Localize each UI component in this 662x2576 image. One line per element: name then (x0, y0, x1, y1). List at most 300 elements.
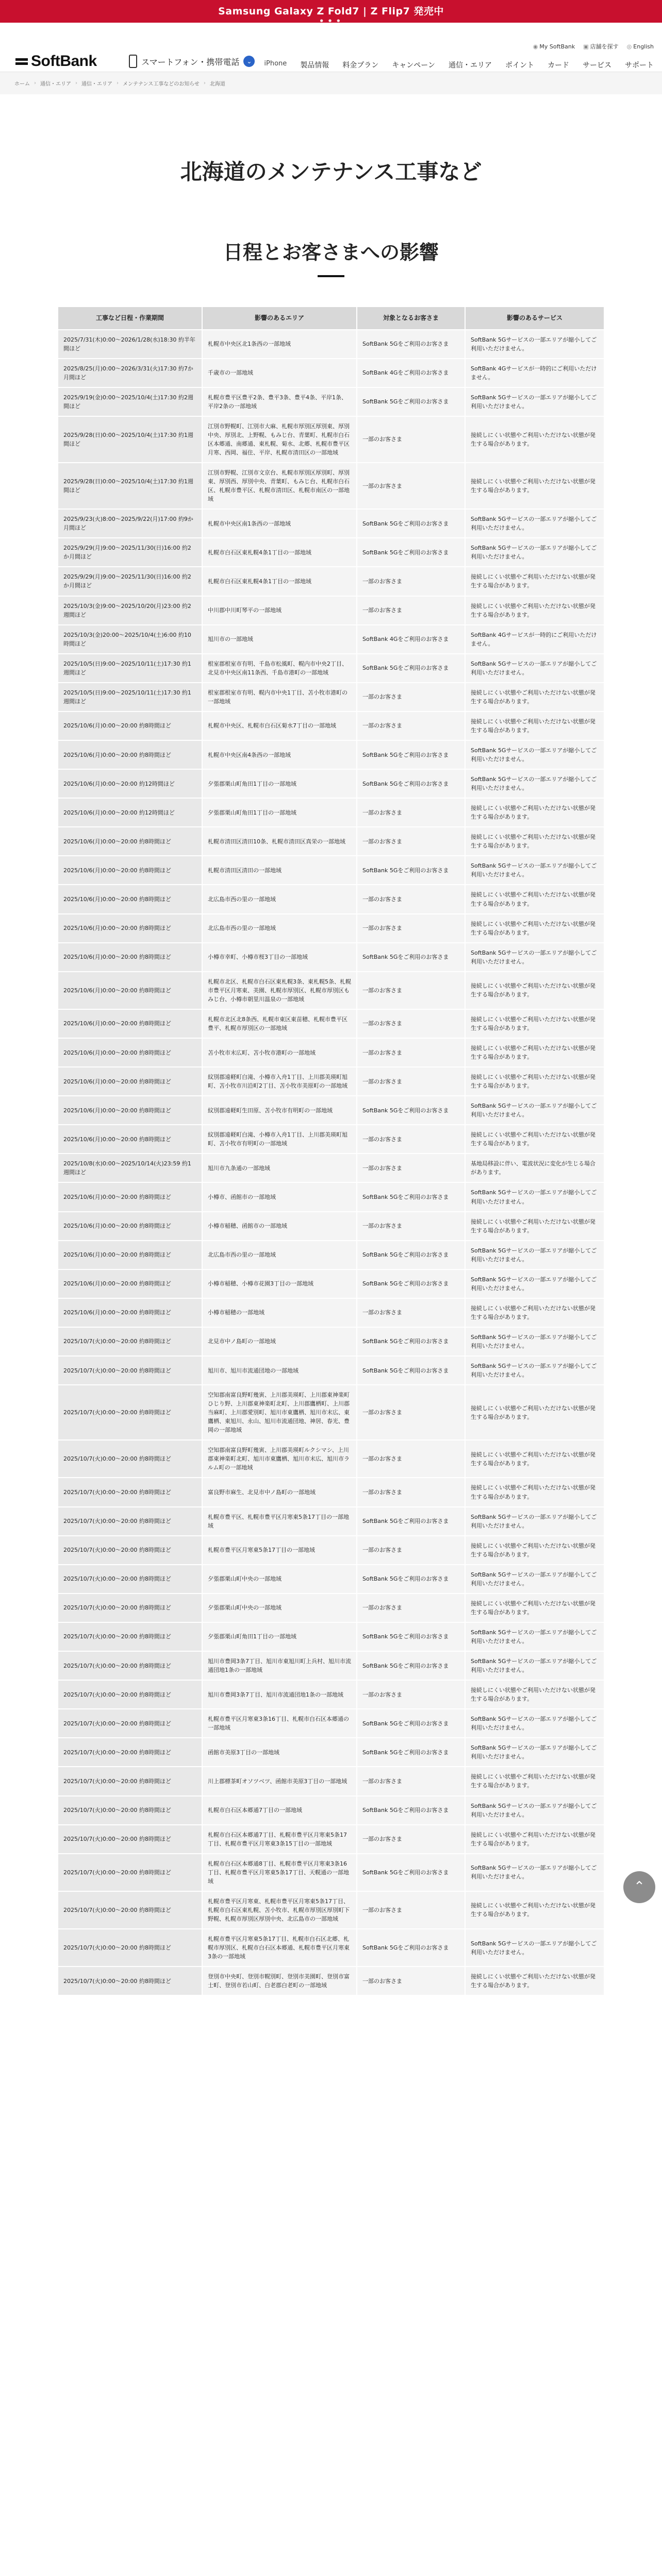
header-area: 影響のあるエリア (202, 307, 357, 330)
cell-area: 札幌市中央区南4条西の一部地域 (202, 740, 357, 769)
user-icon: ◉ (533, 43, 538, 50)
table-row (58, 1929, 604, 1967)
cell-schedule: 2025/10/7(火)0:00～20:00 約8時間ほど (58, 1929, 202, 1967)
cell-schedule: 2025/10/6(月)0:00～20:00 約8時間ほど (58, 827, 202, 856)
table-row (58, 359, 604, 387)
table-row (58, 1356, 604, 1385)
cell-area: 札幌市白石区東札幌4条1丁目の一部地域 (202, 567, 357, 596)
cell-area: 江別市野幌、江別市文京台、札幌市厚別区厚別町、厚別東、厚別西、厚別中央、青葉町、もみじ台、札幌市白石区、札幌市豊平区、札幌市清田区、札幌市南区の一部地域 (202, 463, 357, 509)
cell-target: 一部のお客さま (357, 1478, 465, 1506)
cell-service: SoftBank 5Gサービスの一部エリアが縮小してご利用いただけません。 (465, 1622, 604, 1651)
cell-area: 函館市美原3丁目の一部地域 (202, 1738, 357, 1767)
cell-service: SoftBank 5Gサービスの一部エリアが縮小してご利用いただけません。 (465, 856, 604, 885)
chevron-down-icon[interactable]: ⌄ (243, 56, 255, 67)
table-row (58, 1967, 604, 1995)
cell-service: 接続しにくい状態やご利用いただけない状態が発生する場合があります。 (465, 1440, 604, 1478)
carousel-dots[interactable]: ● ● ● (320, 19, 342, 23)
cell-service: SoftBank 5Gサービスの一部エリアが縮小してご利用いただけません。 (465, 1854, 604, 1891)
cell-schedule: 2025/10/6(月)0:00～20:00 約8時間ほど (58, 711, 202, 740)
table-row (58, 416, 604, 463)
cell-target: SoftBank 5Gをご利用のお客さま (357, 387, 465, 416)
cell-area: 札幌市白石区東札幌4条1丁目の一部地域 (202, 538, 357, 567)
cell-service: 接続しにくい状態やご利用いただけない状態が発生する場合があります。 (465, 1212, 604, 1241)
cell-area: 小樽市幸町、小樽市桜3丁目の一部地域 (202, 943, 357, 972)
cell-schedule: 2025/10/7(火)0:00～20:00 約8時間ほど (58, 1622, 202, 1651)
table-row (58, 885, 604, 913)
cell-area: 札幌市豊平区月寒東3条16丁目、札幌市白石区本郷通の一部地域 (202, 1709, 357, 1738)
table-row (58, 1241, 604, 1269)
header-target: 対象となるお客さま (357, 307, 465, 330)
cell-area: 札幌市豊平区月寒東5条17丁目、札幌市白石区北郷、札幌市厚別区、札幌市白石区本郷通、札幌市豊平区月寒東3条の一部地域 (202, 1929, 357, 1967)
cell-area: 中川郡中川町琴平の一部地域 (202, 596, 357, 625)
cell-target: 一部のお客さま (357, 596, 465, 625)
page-title: 北海道のメンテナンス工事など (180, 159, 482, 184)
breadcrumb-current: 北海道 (209, 81, 225, 87)
table-row (58, 1478, 604, 1506)
cell-service: 接続しにくい状態やご利用いただけない状態が発生する場合があります。 (465, 1125, 604, 1154)
cell-schedule: 2025/9/28(日)0:00～2025/10/4(土)17:30 約1週間ほど (58, 463, 202, 509)
nav-campaign[interactable]: キャンペーン (392, 61, 435, 70)
language-link[interactable]: ◎ English (626, 43, 654, 50)
cell-target: 一部のお客さま (357, 1767, 465, 1795)
cell-schedule: 2025/10/6(月)0:00～20:00 約8時間ほど (58, 914, 202, 943)
nav-area[interactable]: 通信・エリア (449, 61, 492, 70)
cell-area: 旭川市豊岡3条7丁目、旭川市東旭川町上兵村、旭川市流通団地1条の一部地域 (202, 1651, 357, 1680)
section-title: 日程とお客さまへの影響 (223, 241, 439, 264)
cell-service: 接続しにくい状態やご利用いただけない状態が発生する場合があります。 (465, 885, 604, 913)
breadcrumb-maintenance[interactable]: メンテナンス工事などのお知らせ (123, 81, 200, 87)
cell-area: 夕張郡栗山町角田1丁目の一部地域 (202, 798, 357, 827)
cell-service: SoftBank 5Gサービスの一部エリアが縮小してご利用いただけません。 (465, 538, 604, 567)
cell-target: 一部のお客さま (357, 1440, 465, 1478)
cell-service: 接続しにくい状態やご利用いただけない状態が発生する場合があります。 (465, 1067, 604, 1096)
cell-service: SoftBank 5Gサービスの一部エリアが縮小してご利用いただけません。 (465, 1356, 604, 1385)
cell-target: 一部のお客さま (357, 567, 465, 596)
global-nav (264, 60, 654, 70)
cell-target: SoftBank 5Gをご利用のお客さま (357, 654, 465, 683)
cell-service: 基地局移設に伴い、電波状況に変化が生じる場合があります。 (465, 1154, 604, 1182)
chevron-up-icon: ⌃ (634, 1879, 645, 1894)
cell-schedule: 2025/10/7(火)0:00～20:00 約8時間ほど (58, 1738, 202, 1767)
cell-area: 札幌市中央区北1条西の一部地域 (202, 330, 357, 359)
cell-area: 札幌市豊平区豊平2条、豊平3条、豊平4条、平岸1条、平岸2条の一部地域 (202, 387, 357, 416)
cell-area: 札幌市豊平区月寒東5条17丁目の一部地域 (202, 1536, 357, 1565)
cell-area: 札幌市豊平区、札幌市豊平区月寒東5条17丁目の一部地域 (202, 1507, 357, 1536)
softbank-logo[interactable] (15, 53, 97, 70)
table-row (58, 625, 604, 654)
cell-target: 一部のお客さま (357, 1154, 465, 1182)
cell-schedule: 2025/10/6(月)0:00～20:00 約8時間ほど (58, 1241, 202, 1269)
cell-target: SoftBank 5Gをご利用のお客さま (357, 1269, 465, 1298)
cell-target: 一部のお客さま (357, 827, 465, 856)
breadcrumb-separator-icon: › (75, 80, 77, 86)
cell-area: 登別市中央町、登別市幌別町、登別市美園町、登別市富士町、登別市若山町、白老郡白老町の一部地域 (202, 1967, 357, 1995)
table-row (58, 1182, 604, 1211)
cell-area: 小樽市稲穂、小樽市花園3丁目の一部地域 (202, 1269, 357, 1298)
table-row (58, 1212, 604, 1241)
table-row (58, 1096, 604, 1125)
cell-schedule: 2025/10/7(火)0:00～20:00 約8時間ほど (58, 1709, 202, 1738)
table-row (58, 1738, 604, 1767)
cell-schedule: 2025/10/6(月)0:00～20:00 約8時間ほど (58, 1182, 202, 1211)
cell-area: 江別市野幌町、江別市大麻、札幌市厚別区厚別東、厚別中央、厚別北、上野幌、もみじ台、青葉町、札幌市白石区本郷通、南郷通、東札幌、菊水、北郷、札幌市豊平区月寒、西岡、福住、平岸、札幌市清田区の一部地域 (202, 416, 357, 463)
cell-target: SoftBank 5Gをご利用のお客さま (357, 509, 465, 538)
cell-service: SoftBank 5Gサービスの一部エリアが縮小してご利用いただけません。 (465, 1241, 604, 1269)
cell-target: SoftBank 5Gをご利用のお客さま (357, 1651, 465, 1680)
cell-schedule: 2025/10/6(月)0:00～20:00 約8時間ほど (58, 943, 202, 972)
cell-area: 紋別郡遠軽町生田原、苫小牧市有明町の一部地域 (202, 1096, 357, 1125)
service-label: スマートフォン・携帯電話 (141, 57, 240, 67)
cell-schedule: 2025/10/7(火)0:00～20:00 約8時間ほど (58, 1767, 202, 1795)
cell-service: 接続しにくい状態やご利用いただけない状態が発生する場合があります。 (465, 798, 604, 827)
cell-target: 一部のお客さま (357, 1125, 465, 1154)
cell-target: SoftBank 5Gをご利用のお客さま (357, 1565, 465, 1594)
cell-area: 札幌市白石区本郷通7丁目の一部地域 (202, 1796, 357, 1825)
cell-target: 一部のお客さま (357, 1038, 465, 1067)
cell-service: SoftBank 5Gサービスの一部エリアが縮小してご利用いただけません。 (465, 387, 604, 416)
cell-service: 接続しにくい状態やご利用いただけない状態が発生する場合があります。 (465, 1680, 604, 1709)
table-row (58, 1651, 604, 1680)
cell-schedule: 2025/7/31(木)0:00～2026/1/28(水)18:30 約半年間ほど (58, 330, 202, 359)
breadcrumb-area-2[interactable]: 通信・エリア (81, 81, 112, 87)
table-row (58, 711, 604, 740)
cell-target: SoftBank 5Gをご利用のお客さま (357, 1096, 465, 1125)
cell-schedule: 2025/10/6(月)0:00～20:00 約8時間ほど (58, 1269, 202, 1298)
nav-points[interactable]: ポイント (505, 61, 534, 70)
cell-service: 接続しにくい状態やご利用いただけない状態が発生する場合があります。 (465, 711, 604, 740)
cell-area: 札幌市白石区本郷通7丁目、札幌市豊平区月寒東5条17丁目、札幌市豊平区月寒東3条15丁目の一部地域 (202, 1825, 357, 1854)
table-row (58, 654, 604, 683)
cell-schedule: 2025/10/7(火)0:00～20:00 約8時間ほど (58, 1440, 202, 1478)
cell-schedule: 2025/10/7(火)0:00～20:00 約8時間ほど (58, 1651, 202, 1680)
promo-text[interactable]: Samsung Galaxy Z Fold7 | Z Flip7 発売中 (218, 6, 444, 17)
table-row (58, 769, 604, 798)
table-body (58, 330, 604, 1996)
cell-target: 一部のお客さま (357, 711, 465, 740)
cell-area: 札幌市豊平区月寒東、札幌市豊平区月寒東5条17丁目、札幌市白石区東札幌、苫小牧市、札幌市厚別区厚別町下野幌、札幌市厚別区厚別中央、北広島市の一部地域 (202, 1891, 357, 1929)
cell-area: 北見市中ノ島町の一部地域 (202, 1327, 357, 1356)
cell-schedule: 2025/10/7(火)0:00～20:00 約8時間ほど (58, 1536, 202, 1565)
cell-area: 札幌市中央区南1条西の一部地域 (202, 509, 357, 538)
cell-area: 旭川市豊岡3条7丁目、旭川市流通団地1条の一部地域 (202, 1680, 357, 1709)
breadcrumb (0, 72, 662, 94)
cell-area: 北広島市西の里の一部地域 (202, 1241, 357, 1269)
cell-schedule: 2025/10/6(月)0:00～20:00 約8時間ほど (58, 1212, 202, 1241)
cell-service: SoftBank 5Gサービスの一部エリアが縮小してご利用いただけません。 (465, 1651, 604, 1680)
cell-target: 一部のお客さま (357, 1009, 465, 1038)
breadcrumb-separator-icon: › (117, 80, 119, 86)
logo-text: SoftBank (31, 53, 97, 70)
table-row (58, 1891, 604, 1929)
cell-service: 接続しにくい状態やご利用いただけない状態が発生する場合があります。 (465, 1038, 604, 1067)
cell-service: 接続しにくい状態やご利用いただけない状態が発生する場合があります。 (465, 972, 604, 1009)
cell-schedule: 2025/10/7(火)0:00～20:00 約8時間ほど (58, 1680, 202, 1709)
table-row (58, 538, 604, 567)
table-row (58, 1622, 604, 1651)
cell-target: 一部のお客さま (357, 1967, 465, 1995)
cell-service: 接続しにくい状態やご利用いただけない状態が発生する場合があります。 (465, 1967, 604, 1995)
maintenance-table (57, 306, 605, 1996)
cell-schedule: 2025/10/7(火)0:00～20:00 約8時間ほど (58, 1967, 202, 1995)
logo-mark (15, 58, 28, 65)
cell-service: SoftBank 5Gサービスの一部エリアが縮小してご利用いただけません。 (465, 943, 604, 972)
cell-schedule: 2025/10/7(火)0:00～20:00 約8時間ほど (58, 1594, 202, 1622)
cell-schedule: 2025/10/7(火)0:00～20:00 約8時間ほど (58, 1507, 202, 1536)
table-row (58, 1327, 604, 1356)
cell-target: SoftBank 5Gをご利用のお客さま (357, 1327, 465, 1356)
cell-target: SoftBank 5Gをご利用のお客さま (357, 1182, 465, 1211)
table-row (58, 1298, 604, 1327)
cell-target: 一部のお客さま (357, 1891, 465, 1929)
nav-iphone[interactable]: iPhone (264, 60, 287, 67)
cell-service: 接続しにくい状態やご利用いただけない状態が発生する場合があります。 (465, 1594, 604, 1622)
table-row (58, 1440, 604, 1478)
cell-schedule: 2025/10/7(火)0:00～20:00 約8時間ほど (58, 1891, 202, 1929)
cell-target: SoftBank 5Gをご利用のお客さま (357, 330, 465, 359)
table-row (58, 596, 604, 625)
table-row (58, 1269, 604, 1298)
cell-area: 旭川市の一部地域 (202, 625, 357, 654)
cell-target: 一部のお客さま (357, 1298, 465, 1327)
cell-service: 接続しにくい状態やご利用いただけない状態が発生する場合があります。 (465, 463, 604, 509)
cell-service: SoftBank 5Gサービスの一部エリアが縮小してご利用いただけません。 (465, 509, 604, 538)
table-row (58, 387, 604, 416)
nav-products[interactable]: 製品情報 (300, 61, 329, 70)
cell-schedule: 2025/10/6(月)0:00～20:00 約8時間ほど (58, 972, 202, 1009)
cell-area: 夕張郡栗山町中央の一部地域 (202, 1565, 357, 1594)
cell-target: SoftBank 5Gをご利用のお客さま (357, 1507, 465, 1536)
cell-schedule: 2025/9/29(月)9:00～2025/11/30(日)16:00 約2か月間ほど (58, 567, 202, 596)
cell-service: 接続しにくい状態やご利用いただけない状態が発生する場合があります。 (465, 1298, 604, 1327)
nav-plans[interactable]: 料金プラン (342, 61, 379, 70)
cell-schedule: 2025/10/5(日)9:00～2025/10/11(土)17:30 約1週間ほど (58, 654, 202, 683)
cell-area: 富良野市麻生、北見市中ノ島町の一部地域 (202, 1478, 357, 1506)
cell-target: SoftBank 5Gをご利用のお客さま (357, 1929, 465, 1967)
table-row (58, 1067, 604, 1096)
scroll-to-top-button[interactable] (623, 1871, 655, 1903)
table-row (58, 1536, 604, 1565)
globe-icon: ◎ (626, 43, 632, 50)
cell-service: 接続しにくい状態やご利用いただけない状態が発生する場合があります。 (465, 1891, 604, 1929)
cell-schedule: 2025/9/23(火)8:00～2025/9/22(月)17:00 約9か月間ほど (58, 509, 202, 538)
cell-area: 根室郡根室市有明、千島市松風町、幌内市中央2丁目、北見市中央区南11条西、千島市港町の一部地域 (202, 654, 357, 683)
cell-area: 札幌市北区、札幌市白石区東札幌3条、東札幌5条、札幌市豊平区月寒東、美園、札幌市厚別区、札幌市厚別区もみじ台、小樽市朝里川温泉の一部地域 (202, 972, 357, 1009)
cell-service: 接続しにくい状態やご利用いただけない状態が発生する場合があります。 (465, 1478, 604, 1506)
cell-target: SoftBank 5Gをご利用のお客さま (357, 1738, 465, 1767)
table-row (58, 330, 604, 359)
cell-area: 旭川市九条通の一部地域 (202, 1154, 357, 1182)
cell-target: SoftBank 5Gをご利用のお客さま (357, 1356, 465, 1385)
cell-area: 北広島市西の里の一部地域 (202, 914, 357, 943)
cell-service: 接続しにくい状態やご利用いただけない状態が発生する場合があります。 (465, 416, 604, 463)
table-row (58, 827, 604, 856)
cell-target: 一部のお客さま (357, 463, 465, 509)
smartphone-icon (129, 55, 137, 68)
cell-area: 川上郡標茶町オソツベツ、函館市美原3丁目の一部地域 (202, 1767, 357, 1795)
cell-schedule: 2025/10/6(月)0:00～20:00 約8時間ほど (58, 740, 202, 769)
cell-area: 空知郡南富良野町幾寅、上川郡美瑛町ルクシマシ、上川郡東神楽町北町、旭川市東鷹栖、旭川市末広、旭川市ラルム町の一部地域 (202, 1440, 357, 1478)
table-row (58, 1565, 604, 1594)
nav-card[interactable]: カード (548, 61, 569, 70)
cell-schedule: 2025/10/8(水)0:00～2025/10/14(火)23:59 約1週間ほど (58, 1154, 202, 1182)
cell-service: SoftBank 5Gサービスの一部エリアが縮小してご利用いただけません。 (465, 740, 604, 769)
cell-service: SoftBank 5Gサービスの一部エリアが縮小してご利用いただけません。 (465, 1182, 604, 1211)
cell-schedule: 2025/10/6(月)0:00～20:00 約8時間ほど (58, 1096, 202, 1125)
cell-target: 一部のお客さま (357, 1212, 465, 1241)
cell-target: 一部のお客さま (357, 972, 465, 1009)
cell-service: 接続しにくい状態やご利用いただけない状態が発生する場合があります。 (465, 1536, 604, 1565)
cell-target: SoftBank 5Gをご利用のお客さま (357, 769, 465, 798)
breadcrumb-home[interactable]: ホーム (14, 81, 30, 87)
table-row (58, 798, 604, 827)
header-schedule: 工事など日程・作業期間 (58, 307, 202, 330)
cell-schedule: 2025/10/7(火)0:00～20:00 約8時間ほど (58, 1478, 202, 1506)
cell-schedule: 2025/9/29(月)9:00～2025/11/30(日)16:00 約2か月間ほど (58, 538, 202, 567)
cell-area: 紋別郡遠軽町白滝、小樽市入舟1丁目、上川郡美瑛町旭町、苫小牧市川沿町2丁目、苫小牧市美原町の一部地域 (202, 1067, 357, 1096)
table-row (58, 463, 604, 509)
cell-schedule: 2025/10/6(月)0:00～20:00 約8時間ほど (58, 1125, 202, 1154)
cell-service: 接続しにくい状態やご利用いただけない状態が発生する場合があります。 (465, 827, 604, 856)
cell-service: SoftBank 5Gサービスの一部エリアが縮小してご利用いただけません。 (465, 1096, 604, 1125)
table-row (58, 1507, 604, 1536)
table-row (58, 972, 604, 1009)
cell-service: 接続しにくい状態やご利用いただけない状態が発生する場合があります。 (465, 683, 604, 711)
cell-service: 接続しにくい状態やご利用いただけない状態が発生する場合があります。 (465, 567, 604, 596)
cell-area: 夕張郡栗山町中央の一部地域 (202, 1594, 357, 1622)
cell-schedule: 2025/10/6(月)0:00～20:00 約8時間ほど (58, 856, 202, 885)
cell-target: 一部のお客さま (357, 683, 465, 711)
cell-schedule: 2025/10/5(日)9:00～2025/10/11(土)17:30 約1週間ほど (58, 683, 202, 711)
cell-schedule: 2025/9/28(日)0:00～2025/10/4(土)17:30 約1週間ほど (58, 416, 202, 463)
cell-schedule: 2025/10/6(月)0:00～20:00 約8時間ほど (58, 885, 202, 913)
cell-service: 接続しにくい状態やご利用いただけない状態が発生する場合があります。 (465, 1825, 604, 1854)
cell-area: 札幌市中央区、札幌市白石区菊水7丁目の一部地域 (202, 711, 357, 740)
table-row (58, 1154, 604, 1182)
cell-area: 夕張郡栗山町角田1丁目の一部地域 (202, 769, 357, 798)
cell-schedule: 2025/10/3(金)20:00～2025/10/4(土)6:00 約10時間ほど (58, 625, 202, 654)
cell-target: SoftBank 4Gをご利用のお客さま (357, 625, 465, 654)
cell-area: 札幌市北区北8条西、札幌市東区東苗穂、札幌市豊平区豊平、札幌市厚別区の一部地域 (202, 1009, 357, 1038)
site-header (0, 23, 662, 72)
cell-service: 接続しにくい状態やご利用いただけない状態が発生する場合があります。 (465, 1385, 604, 1440)
cell-target: 一部のお客さま (357, 1680, 465, 1709)
cell-target: 一部のお客さま (357, 914, 465, 943)
store-icon: ▣ (583, 43, 589, 50)
cell-schedule: 2025/10/6(月)0:00～20:00 約8時間ほど (58, 1038, 202, 1067)
table-row (58, 740, 604, 769)
breadcrumb-area[interactable]: 通信・エリア (40, 81, 71, 87)
table-header-row (58, 307, 604, 330)
cell-target: SoftBank 5Gをご利用のお客さま (357, 943, 465, 972)
cell-area: 札幌市白石区本郷通8丁目、札幌市豊平区月寒東3条16丁目、札幌市豊平区月寒東5条17丁目、天幌通の一部地域 (202, 1854, 357, 1891)
table-row (58, 1385, 604, 1440)
table-row (58, 1796, 604, 1825)
nav-services[interactable]: サービス (583, 61, 611, 70)
cell-area: 苫小牧市末広町、苫小牧市港町の一部地域 (202, 1038, 357, 1067)
cell-target: SoftBank 5Gをご利用のお客さま (357, 740, 465, 769)
service-selector[interactable] (129, 55, 255, 68)
cell-target: 一部のお客さま (357, 1594, 465, 1622)
cell-service: SoftBank 5Gサービスの一部エリアが縮小してご利用いただけません。 (465, 1709, 604, 1738)
table-row (58, 1125, 604, 1154)
table-row (58, 1825, 604, 1854)
cell-target: SoftBank 5Gをご利用のお客さま (357, 1241, 465, 1269)
cell-service: SoftBank 5Gサービスの一部エリアが縮小してご利用いただけません。 (465, 654, 604, 683)
cell-target: SoftBank 5Gをご利用のお客さま (357, 538, 465, 567)
nav-support[interactable]: サポート (625, 61, 654, 70)
cell-target: 一部のお客さま (357, 1536, 465, 1565)
cell-service: SoftBank 5Gサービスの一部エリアが縮小してご利用いただけません。 (465, 1565, 604, 1594)
cell-service: SoftBank 5Gサービスの一部エリアが縮小してご利用いただけません。 (465, 1738, 604, 1767)
cell-target: SoftBank 5Gをご利用のお客さま (357, 1622, 465, 1651)
cell-schedule: 2025/10/7(火)0:00～20:00 約8時間ほど (58, 1327, 202, 1356)
cell-schedule: 2025/10/6(月)0:00～20:00 約12時間ほど (58, 798, 202, 827)
cell-service: SoftBank 5Gサービスの一部エリアが縮小してご利用いただけません。 (465, 769, 604, 798)
cell-schedule: 2025/10/7(火)0:00～20:00 約8時間ほど (58, 1565, 202, 1594)
cell-schedule: 2025/10/7(火)0:00～20:00 約8時間ほど (58, 1825, 202, 1854)
breadcrumb-separator-icon: › (203, 80, 206, 86)
cell-target: 一部のお客さま (357, 1825, 465, 1854)
cell-schedule: 2025/10/6(月)0:00～20:00 約8時間ほど (58, 1009, 202, 1038)
cell-service: SoftBank 5Gサービスの一部エリアが縮小してご利用いただけません。 (465, 1327, 604, 1356)
shop-search-link[interactable]: ▣ 店舗を探す (583, 43, 619, 50)
cell-service: SoftBank 4Gサービスが一時的にご利用いただけません。 (465, 625, 604, 654)
table-row (58, 683, 604, 711)
cell-schedule: 2025/10/7(火)0:00～20:00 約8時間ほど (58, 1385, 202, 1440)
cell-service: SoftBank 5Gサービスの一部エリアが縮小してご利用いただけません。 (465, 1507, 604, 1536)
cell-schedule: 2025/10/3(金)9:00～2025/10/20(月)23:00 約2週間ほど (58, 596, 202, 625)
cell-target: 一部のお客さま (357, 1385, 465, 1440)
cell-service: SoftBank 5Gサービスの一部エリアが縮小してご利用いただけません。 (465, 1796, 604, 1825)
cell-area: 小樽市稲穂、函館市の一部地域 (202, 1212, 357, 1241)
header-service: 影響のあるサービス (465, 307, 604, 330)
cell-schedule: 2025/9/19(金)0:00～2025/10/4(土)17:30 約2週間ほど (58, 387, 202, 416)
cell-service: 接続しにくい状態やご利用いただけない状態が発生する場合があります。 (465, 596, 604, 625)
cell-target: 一部のお客さま (357, 798, 465, 827)
cell-target: 一部のお客さま (357, 416, 465, 463)
cell-area: 小樽市稲穂の一部地域 (202, 1298, 357, 1327)
cell-area: 夕張郡栗山町角田1丁目の一部地域 (202, 1622, 357, 1651)
cell-area: 紋別郡遠軽町白滝、小樽市入舟1丁目、上川郡美瑛町旭町、苫小牧市有明町の一部地域 (202, 1125, 357, 1154)
my-softbank-link[interactable]: ◉ My SoftBank (533, 43, 575, 50)
table-row (58, 1038, 604, 1067)
cell-target: SoftBank 5Gをご利用のお客さま (357, 856, 465, 885)
section-divider (318, 275, 344, 277)
table-row (58, 914, 604, 943)
cell-service: 接続しにくい状態やご利用いただけない状態が発生する場合があります。 (465, 1009, 604, 1038)
cell-service: SoftBank 5Gサービスの一部エリアが縮小してご利用いただけません。 (465, 1269, 604, 1298)
table-row (58, 1767, 604, 1795)
cell-area: 札幌市清田区清田10条、札幌市清田区真栄の一部地域 (202, 827, 357, 856)
cell-target: SoftBank 4Gをご利用のお客さま (357, 359, 465, 387)
table-row (58, 1854, 604, 1891)
cell-target: SoftBank 5Gをご利用のお客さま (357, 1709, 465, 1738)
cell-schedule: 2025/10/6(月)0:00～20:00 約12時間ほど (58, 769, 202, 798)
table-row (58, 1009, 604, 1038)
cell-schedule: 2025/10/6(月)0:00～20:00 約8時間ほど (58, 1298, 202, 1327)
breadcrumb-separator-icon: › (34, 80, 36, 86)
cell-area: 旭川市、旭川市流通団地の一部地域 (202, 1356, 357, 1385)
table-row (58, 856, 604, 885)
cell-service: 接続しにくい状態やご利用いただけない状態が発生する場合があります。 (465, 1767, 604, 1795)
table-row (58, 1680, 604, 1709)
cell-schedule: 2025/10/7(火)0:00～20:00 約8時間ほど (58, 1854, 202, 1891)
promo-banner[interactable] (0, 0, 662, 23)
cell-service: SoftBank 5Gサービスの一部エリアが縮小してご利用いただけません。 (465, 330, 604, 359)
cell-area: 札幌市清田区清田の一部地域 (202, 856, 357, 885)
cell-service: SoftBank 5Gサービスの一部エリアが縮小してご利用いただけません。 (465, 1929, 604, 1967)
cell-area: 空知郡南富良野町幾寅、上川郡美瑛町、上川郡東神楽町ひじり野、上川郡東神楽町北町、上川郡鷹栖町、上川郡当麻町、上川郡愛別町、旭川市東鷹栖、旭川市末広、東鷹栖、東旭川、永山、旭川市流通団地、神居、春光、豊岡の一部地域 (202, 1385, 357, 1440)
